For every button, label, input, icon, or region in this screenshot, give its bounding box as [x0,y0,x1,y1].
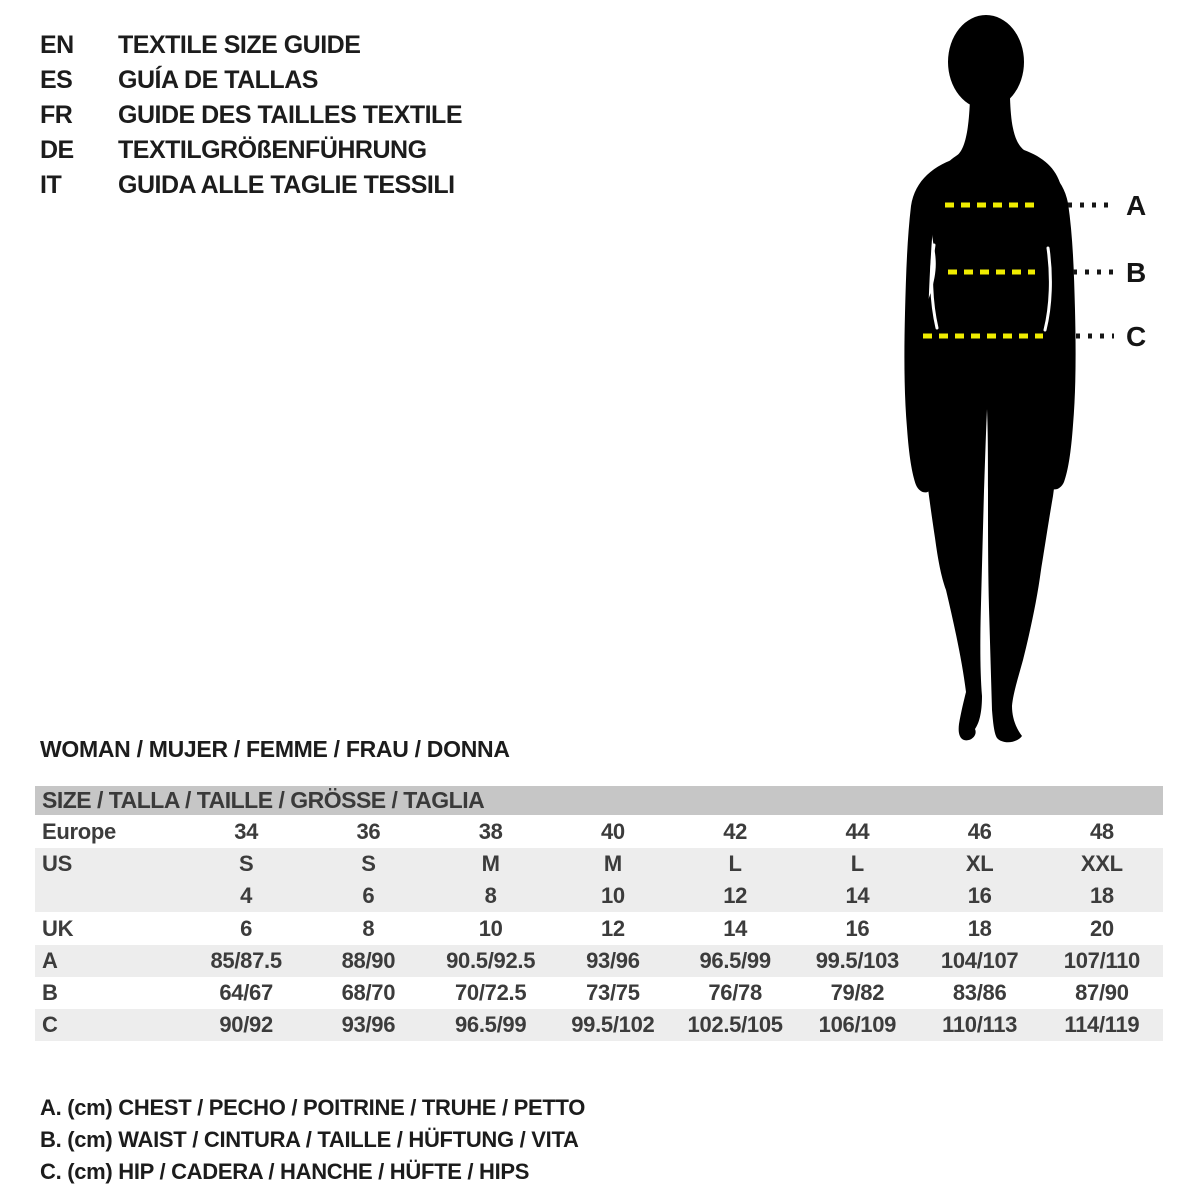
language-list [40,28,462,203]
table-cell: 90.5/92.5 [446,948,536,973]
marker-label-b: B [1126,257,1147,288]
table-cell: 36 [356,818,381,844]
legend-item-a: A. (cm) CHEST / PECHO / POITRINE / TRUHE / PETTO [40,1095,586,1120]
table-cell: 76/78 [708,980,762,1005]
section-title: WOMAN / MUJER / FEMME / FRAU / DONNA [40,736,510,762]
language-code: DE [40,136,74,164]
table-cell: 68/70 [341,980,396,1005]
table-cell: 107/110 [1063,948,1140,973]
table-cell: XXL [1080,851,1123,876]
table-cell: 93/96 [341,1012,396,1037]
table-cell: 20 [1089,915,1114,941]
table-cell: 88/90 [341,948,396,973]
language-row-it [40,168,462,203]
table-cell: 96.5/99 [454,1012,527,1037]
table-cell: 6 [362,883,375,908]
table-row-us [35,848,1163,880]
table-cell: 10 [600,883,625,908]
table-cell: 114/119 [1064,1012,1140,1037]
table-cell: 14 [723,915,748,941]
language-title: GUIDA ALLE TAGLIE TESSILI [118,171,455,199]
language-code: FR [40,101,73,129]
table-cell: 48 [1089,818,1114,844]
size-table [35,786,1163,1041]
table-cell: M [481,851,500,876]
woman-silhouette-figure [870,10,1170,750]
table-cell: 38 [478,818,503,844]
table-cell: M [603,851,622,876]
table-cell: 6 [240,915,253,941]
table-row-us-numeric [35,880,1163,912]
language-code: ES [40,66,73,94]
table-row-c [35,1009,1163,1041]
table-cell: 18 [967,915,992,941]
row-label: UK [42,915,74,941]
table-cell: 99.5/103 [815,948,899,973]
table-cell: 99.5/102 [571,1012,655,1037]
table-row-europe [35,815,1163,848]
table-cell: 83/86 [952,980,1007,1005]
language-title: GUIDE DES TAILLES TEXTILE [118,101,463,129]
row-label: Europe [42,818,116,844]
table-cell: 8 [362,915,375,941]
table-cell: 87/90 [1075,980,1129,1005]
table-cell: 106/109 [818,1012,897,1037]
table-cell: 8 [484,883,497,908]
table-cell: 12 [723,883,748,908]
table-cell: 44 [845,818,870,844]
language-title: GUÍA DE TALLAS [118,66,318,94]
size-table-rows [35,815,1163,1041]
table-cell: 96.5/99 [699,948,771,973]
table-cell: 104/107 [940,948,1019,973]
table-row-uk [35,912,1163,945]
language-row-es [40,63,462,98]
row-label: B [42,980,58,1005]
language-row-en [40,28,462,63]
table-cell: 42 [723,818,748,844]
language-title: TEXTILE SIZE GUIDE [118,31,361,59]
table-cell: 46 [967,818,992,844]
table-cell: 73/75 [586,980,640,1005]
table-cell: 70/72.5 [454,980,527,1005]
table-cell: 79/82 [830,980,885,1005]
table-cell: 34 [234,818,259,844]
silhouette-head [948,15,1024,109]
table-cell: 40 [600,818,625,844]
table-cell: 110/113 [942,1012,1018,1037]
table-cell: 102.5/105 [687,1012,783,1037]
table-cell: 16 [967,883,992,908]
table-cell: 85/87.5 [210,948,282,973]
row-label: C [42,1012,58,1037]
size-table-header: SIZE / TALLA / TAILLE / GRÖSSE / TAGLIA [35,786,1163,815]
marker-label-c: C [1126,321,1147,352]
language-title: TEXTILGRÖßENFÜHRUNG [118,136,427,164]
table-cell: 93/96 [586,948,640,973]
table-cell: 90/92 [219,1012,273,1037]
table-cell: 64/67 [219,980,273,1005]
table-cell: S [361,851,376,876]
language-code: EN [40,31,74,59]
measurement-legend [40,1092,585,1188]
table-cell: 18 [1089,883,1114,908]
table-cell: L [850,851,864,876]
table-row-b [35,977,1163,1009]
table-cell: 16 [845,915,870,941]
table-cell: 14 [845,883,870,908]
table-cell: 12 [600,915,625,941]
language-code: IT [40,171,62,199]
table-cell: L [728,851,742,876]
legend-item-b: B. (cm) WAIST / CINTURA / TAILLE / HÜFTUNG / VITA [40,1127,579,1152]
table-cell: XL [965,851,994,876]
language-row-de [40,133,462,168]
table-cell: 10 [478,915,503,941]
table-cell: 4 [240,883,253,908]
table-row-a [35,945,1163,977]
row-label: A [42,948,58,973]
language-row-fr [40,98,462,133]
marker-label-a: A [1126,190,1147,221]
table-cell: S [238,851,254,876]
legend-item-c: C. (cm) HIP / CADERA / HANCHE / HÜFTE / HIPS [40,1159,530,1184]
row-label: US [42,851,72,876]
